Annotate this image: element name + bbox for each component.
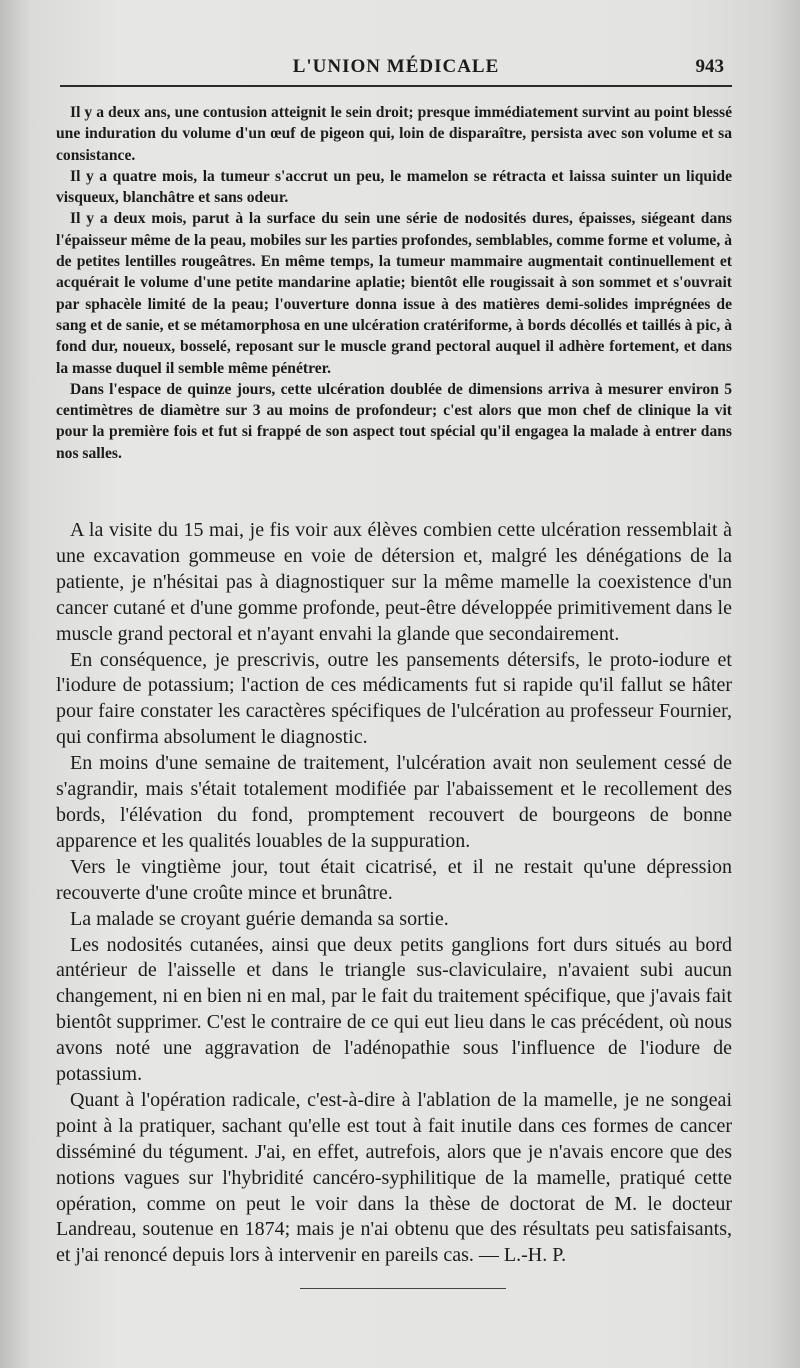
running-header — [60, 52, 732, 88]
case-history-section — [56, 102, 732, 464]
paragraph: La malade se croyant guérie demanda sa sortie. — [70, 907, 449, 930]
paragraph: En conséquence, je prescrivis, outre les pansements détersifs, le proto-iodure et l'iodure de potassium; l'action de ces médicaments fut si rapide qu'il fallut se hâter pour faire constater les caractères spécifiques de l'ulcération au professeur Fournier, qui confirma absolument le diagnostic. — [56, 648, 732, 749]
clinical-commentary-section — [56, 518, 732, 1269]
paragraph: Les nodosités cutanées, ainsi que deux petits ganglions fort durs situés au bord antérieur de l'aisselle et dans le triangle sus-claviculaire, n'avaient subi aucun changement, ni en bien ni en mal, par le fait du traitement spécifique, que j'avais fait bientôt supprimer. C'est le contraire de ce qui eut lieu dans le cas précédent, où nous avons noté une aggravation de l'adénopathie sous l'influence de l'iodure de potassium. — [56, 933, 732, 1086]
paragraph: En moins d'une semaine de traitement, l'ulcération avait non seulement cessé de s'agrandir, mais s'était totalement modifiée par l'abaissement et le recollement des bords, l'élévation du fond, promptement recouvert de bourgeons de bonne apparence et les qualités louables de la suppuration. — [56, 752, 732, 852]
paragraph: Il y a deux mois, parut à la surface du sein une série de nodosités dures, épaisses, siégeant dans l'épaisseur même de la peau, mobiles sur les parties profondes, semblables, comme forme et volume, à de petites lentilles rougeâtres. En même temps, la tumeur mammaire augmentait continuellement et acquérait le volume d'une petite mandarine aplatie; bientôt elle rougissait à son sommet et s'ouvrait par sphacèle limité de la peau; l'ouverture donna issue à des matières demi-solides imprégnées de sang et de sanie, et se métamorphosa en une ulcération cratériforme, à bords décollés et taillés à pic, à fond dur, noueux, bosselé, reposant sur le muscle grand pectoral auquel il adhère fortement, et dans la masse duquel il semble même pénétrer. — [56, 210, 732, 377]
paragraph: A la visite du 15 mai, je fis voir aux élèves combien cette ulcération ressemblait à une excavation gommeuse en voie de détersion et, malgré les dénégations de la patiente, je n'hésitai pas à diagnostiquer sur la même mamelle la coexistence d'un cancer cutané et d'une gomme profonde, peut-être développée primitivement dans le muscle grand pectoral et n'ayant envahi la glande que secondairement. — [56, 519, 732, 645]
header-rule — [60, 85, 732, 87]
journal-title: L'UNION MÉDICALE — [292, 56, 500, 77]
paragraph: Dans l'espace de quinze jours, cette ulcération doublée de dimensions arriva à mesurer environ 5 centimètres de diamètre sur 3 au moins de profondeur; c'est alors que mon chef de clinique la vit pour la première fois et fut si frappé de son aspect tout spécial qu'il engagea la malade à entrer dans nos salles. — [56, 380, 732, 462]
paragraph: Quant à l'opération radicale, c'est-à-dire à l'ablation de la mamelle, je ne songeai point à la pratiquer, sachant qu'elle est tout à fait inutile dans ces formes de cancer disséminé du tégument. J'ai, en effet, autrefois, alors que je n'avais encore que des notions vagues sur l'hybridité cancéro-syphilitique de la mamelle, pratiqué cette opération, comme on peut le voir dans la thèse de doctorat de M. le docteur Landreau, soutenue en 1874; mais je n'ai obtenu que des résultats peu satisfaisants, et j'ai renoncé depuis lors à intervenir en pareils cas. — L.-H. P. — [56, 1088, 732, 1267]
footer-rule — [300, 1288, 506, 1289]
paragraph: Vers le vingtième jour, tout était cicatrisé, et il ne restait qu'une dépression recouverte d'une croûte mince et brunâtre. — [56, 855, 732, 904]
paragraph: Il y a quatre mois, la tumeur s'accrut un peu, le mamelon se rétracta et laissa suinter un liquide visqueux, blanchâtre et sans odeur. — [56, 167, 732, 207]
page-number: 943 — [695, 56, 724, 77]
paragraph: Il y a deux ans, une contusion atteignit le sein droit; presque immédiatement survint au point blessé une induration du volume d'un œuf de pigeon qui, loin de disparaître, persista avec son volume et sa consistance. — [56, 104, 732, 164]
